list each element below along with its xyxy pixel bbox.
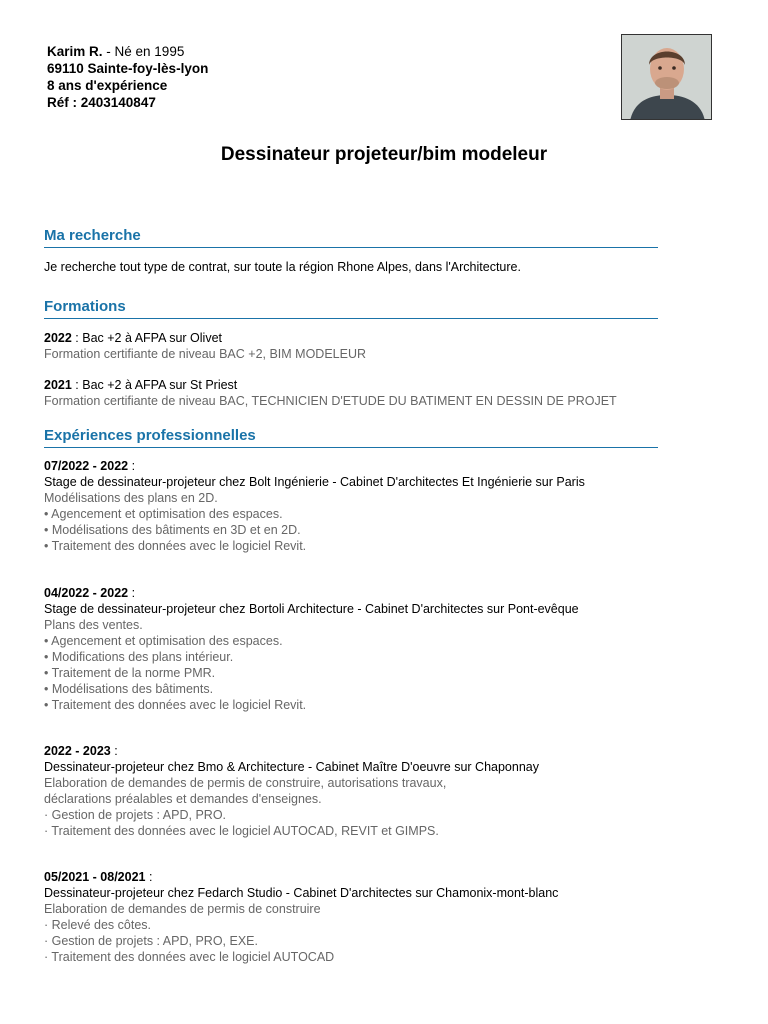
formation-description: Formation certifiante de niveau BAC +2, BIM MODELEUR xyxy=(44,347,367,361)
experience-detail: Elaboration de demandes de permis de construire, autorisations travaux, xyxy=(44,776,447,790)
experience-item xyxy=(44,585,684,713)
experience-detail: • Traitement de la norme PMR. xyxy=(44,666,216,680)
experience-separator: : xyxy=(128,586,136,600)
experience-separator: : xyxy=(110,744,118,758)
experience-role: Stage de dessinateur-projeteur chez Bolt Ingénierie - Cabinet D'architectes Et Ingénierie sur Paris xyxy=(44,475,585,489)
section-formations-heading: Formations xyxy=(44,298,658,319)
experience-dates: 04/2022 - 2022 xyxy=(44,586,129,600)
candidate-name: Karim R. xyxy=(47,44,103,59)
experience-detail: Plans des ventes. xyxy=(44,618,143,632)
experience-detail: déclarations préalables et demandes d'enseignes. xyxy=(44,792,322,806)
experience-separator: : xyxy=(145,870,153,884)
recherche-text: Je recherche tout type de contrat, sur toute la région Rhone Alpes, dans l'Architecture. xyxy=(44,260,521,274)
experience-separator: : xyxy=(128,459,136,473)
experience-item xyxy=(44,869,684,965)
candidate-header xyxy=(47,43,208,111)
formation-item xyxy=(44,330,684,362)
experience-detail: · Traitement des données avec le logiciel AUTOCAD xyxy=(44,950,335,964)
formation-year: 2021 xyxy=(44,378,72,392)
years-experience: 8 ans d'expérience xyxy=(47,78,168,93)
experience-detail: • Traitement des données avec le logiciel Revit. xyxy=(44,698,307,712)
experience-detail: • Agencement et optimisation des espaces. xyxy=(44,634,283,648)
experience-detail: • Agencement et optimisation des espaces. xyxy=(44,507,283,521)
experience-dates: 07/2022 - 2022 xyxy=(44,459,129,473)
experience-role: Stage de dessinateur-projeteur chez Bortoli Architecture - Cabinet D'architectes sur Pont-evêque xyxy=(44,602,579,616)
formation-item xyxy=(44,377,684,409)
formation-description: Formation certifiante de niveau BAC, TECHNICIEN D'ETUDE DU BATIMENT EN DESSIN DE PROJET xyxy=(44,394,617,408)
experience-detail: Elaboration de demandes de permis de construire xyxy=(44,902,321,916)
formation-title: : Bac +2 à AFPA sur St Priest xyxy=(71,378,238,392)
experience-role: Dessinateur-projeteur chez Bmo & Architecture - Cabinet Maître D'oeuvre sur Chaponnay xyxy=(44,760,539,774)
experience-detail: · Relevé des côtes. xyxy=(44,918,151,932)
experience-detail: · Gestion de projets : APD, PRO. xyxy=(44,808,227,822)
experience-detail: · Traitement des données avec le logiciel AUTOCAD, REVIT et GIMPS. xyxy=(44,824,439,838)
experience-detail: • Modélisations des bâtiments. xyxy=(44,682,214,696)
experience-dates: 05/2021 - 08/2021 xyxy=(44,870,146,884)
experience-role: Dessinateur-projeteur chez Fedarch Studio - Cabinet D'architectes sur Chamonix-mont-blanc xyxy=(44,886,559,900)
birth-year: - Né en 1995 xyxy=(102,44,185,59)
section-experiences-heading: Expériences professionnelles xyxy=(44,427,658,448)
section-recherche-heading: Ma recherche xyxy=(44,227,658,248)
formation-year: 2022 xyxy=(44,331,72,345)
experience-detail: • Modélisations des bâtiments en 3D et en 2D. xyxy=(44,523,301,537)
experience-detail: Modélisations des plans en 2D. xyxy=(44,491,218,505)
formation-title: : Bac +2 à AFPA sur Olivet xyxy=(71,331,222,345)
reference-number: Réf : 2403140847 xyxy=(47,95,156,110)
candidate-city: 69110 Sainte-foy-lès-lyon xyxy=(47,61,209,76)
experience-detail: • Traitement des données avec le logiciel Revit. xyxy=(44,539,307,553)
job-title: Dessinateur projeteur/bim modeleur xyxy=(220,144,548,165)
experience-detail: • Modifications des plans intérieur. xyxy=(44,650,234,664)
person-photo-icon xyxy=(622,35,712,120)
experience-dates: 2022 - 2023 xyxy=(44,744,111,758)
experience-detail: · Gestion de projets : APD, PRO, EXE. xyxy=(44,934,258,948)
experience-item xyxy=(44,743,684,839)
experience-item xyxy=(44,458,684,554)
profile-photo xyxy=(621,34,712,120)
